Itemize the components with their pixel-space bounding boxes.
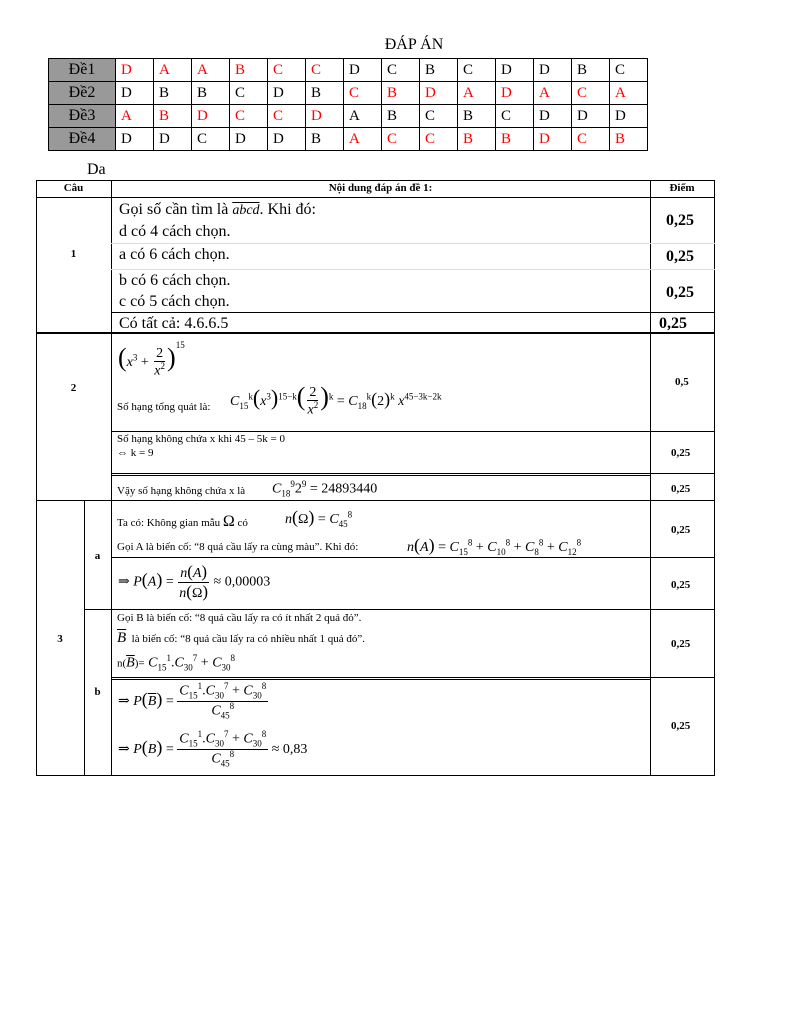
de-label: Đề1	[49, 59, 116, 82]
answer-key-row	[49, 105, 648, 128]
q1-score-3: 0,25	[666, 284, 694, 301]
answer-cell: D	[496, 59, 534, 82]
q3-score-4: 0,25	[671, 720, 691, 732]
answer-cell: B	[420, 59, 458, 82]
answer-cell: D	[306, 105, 344, 128]
q2-number: 2	[70, 382, 77, 394]
q1-line5: c có 5 cách chọn.	[119, 293, 230, 310]
answer-cell: B	[382, 105, 420, 128]
q2-result: $C_{18}^92^9 = 24893440$	[272, 479, 378, 499]
q2-score-1: 0,5	[675, 376, 689, 388]
answer-cell: A	[344, 128, 382, 151]
answer-cell: D	[192, 105, 230, 128]
answer-cell: D	[420, 82, 458, 105]
answer-cell: B	[572, 59, 610, 82]
answer-key-table	[48, 58, 648, 151]
page-title: ĐÁP ÁN	[384, 36, 444, 53]
answer-cell: C	[344, 82, 382, 105]
header-cau: Câu	[63, 182, 84, 194]
q1-line1: Gọi số cần tìm là abcd. Khi đó:	[119, 201, 316, 218]
q3a-sample-space: $n(\Omega) = C_{45}^8$	[285, 507, 353, 529]
answer-cell: B	[306, 128, 344, 151]
answer-cell: A	[458, 82, 496, 105]
q1-score-4: 0,25	[659, 315, 687, 332]
q2-result-label: Vậy số hạng không chứa x là	[117, 485, 246, 497]
answer-key-row	[49, 82, 648, 105]
q3-score-2: 0,25	[671, 579, 691, 591]
answer-cell: C	[420, 128, 458, 151]
q3a-probability: ⇒ P(A) = $\frac{n(A)}{n(\Omega)}$ ≈ 0,00003	[118, 562, 271, 601]
da-label: Da	[87, 161, 106, 178]
q1-line3: a có 6 cách chọn.	[119, 246, 230, 263]
answer-key-row	[49, 59, 648, 82]
answer-cell: D	[116, 128, 154, 151]
answer-cell: C	[420, 105, 458, 128]
abcd-overline: abcd	[232, 203, 260, 218]
answer-cell: D	[116, 82, 154, 105]
answer-cell: B	[192, 82, 230, 105]
answer-cell: A	[192, 59, 230, 82]
q3a-line1: Ta có: Không gian mẫu Ω có	[117, 513, 248, 530]
answer-cell: D	[572, 105, 610, 128]
answer-cell: B	[154, 105, 192, 128]
answer-cell: C	[382, 59, 420, 82]
q3b-probability: ⇒ P(B) = $\frac{C_{15}^1.C_{30}^7 + C_{30}^8}{C_{45}^8}$ ≈ 0,83	[118, 729, 308, 769]
q2-no-x-line2: ⇔ k = 9	[117, 447, 154, 459]
q2-general-label: Số hạng tổng quát là:	[117, 401, 211, 413]
q2-score-3: 0,25	[671, 483, 691, 495]
answer-cell: D	[534, 128, 572, 151]
q3-score-1: 0,25	[671, 524, 691, 536]
answer-cell: B	[496, 128, 534, 151]
header-score: Điểm	[669, 182, 695, 194]
answer-cell: D	[268, 128, 306, 151]
q2-score-2: 0,25	[671, 447, 691, 459]
answer-key-row	[49, 128, 648, 151]
answer-cell: B	[610, 128, 648, 151]
q3b-line2: $\overline{B}$ là biến cố: “8 quả cầu lấy ra có nhiều nhất 1 quả đỏ”.	[117, 630, 366, 646]
answer-cell: D	[496, 82, 534, 105]
answer-cell: C	[572, 128, 610, 151]
answer-cell: C	[268, 59, 306, 82]
answer-cell: B	[382, 82, 420, 105]
answer-cell: C	[496, 105, 534, 128]
q3a-event-count: $n(A) = C_{15}^8 + C_{10}^8 + C_8^8 + C_{12}^8$	[407, 535, 582, 557]
de-label: Đề4	[49, 128, 116, 151]
q3a-line2: Gọi A là biến cố: “8 quả cầu lấy ra cùng màu”. Khi đó:	[117, 541, 359, 553]
q3b-line1: Gọi B là biến cố: “8 quả cầu lấy ra có ít nhất 2 quả đỏ”.	[117, 612, 362, 624]
answer-cell: C	[192, 128, 230, 151]
q2-no-x-line1: Số hạng không chứa x khi 45 – 5k = 0	[117, 433, 285, 445]
q2-general-term: $C_{15}^k(x^3)^{15-k}$( $\frac{2}{x^2}$ )$^k = C_{18}^k(2)^k$ $x^{45-3k-2k}$	[230, 382, 442, 419]
answer-cell: D	[154, 128, 192, 151]
answer-cell: D	[534, 59, 572, 82]
q2-binomial-formula: ($x^3$ + $\frac{2}{x^2}$ )$^{15}$	[118, 340, 185, 380]
answer-cell: A	[610, 82, 648, 105]
de-label: Đề2	[49, 82, 116, 105]
answer-cell: C	[306, 59, 344, 82]
answer-cell: A	[534, 82, 572, 105]
answer-cell: D	[116, 59, 154, 82]
q1-line2: d có 4 cách chọn.	[119, 223, 231, 240]
answer-cell: D	[268, 82, 306, 105]
answer-cell: C	[230, 82, 268, 105]
answer-cell: B	[458, 105, 496, 128]
answer-cell: C	[610, 59, 648, 82]
answer-cell: D	[230, 128, 268, 151]
q3-part-a: a	[94, 550, 101, 562]
answer-cell: D	[344, 59, 382, 82]
q1-line4: b có 6 cách chọn.	[119, 272, 231, 289]
q3b-line3: $n(\overline{B})= C_{15}^1.C_{30}^7 + C_{30}^8$	[117, 653, 236, 673]
answer-cell: A	[154, 59, 192, 82]
q1-line6: Có tất cả: 4.6.6.5	[119, 315, 229, 332]
q3-number: 3	[57, 633, 63, 645]
q3-score-3: 0,25	[671, 638, 691, 650]
answer-cell: C	[382, 128, 420, 151]
q1-number: 1	[70, 248, 77, 260]
q1-score-1: 0,25	[666, 212, 694, 229]
answer-cell: C	[268, 105, 306, 128]
q3b-complement-probability: ⇒ $P(\overline{B})$ = $\frac{C_{15}^1.C_{30}^7 + C_{30}^8}{C_{45}^8}$	[118, 681, 267, 721]
answer-cell: C	[458, 59, 496, 82]
answer-cell: B	[230, 59, 268, 82]
answer-cell: B	[154, 82, 192, 105]
answer-cell: C	[572, 82, 610, 105]
de-label: Đề3	[49, 105, 116, 128]
answer-cell: D	[610, 105, 648, 128]
q1-score-2: 0,25	[666, 248, 694, 265]
answer-cell: B	[306, 82, 344, 105]
answer-cell: C	[230, 105, 268, 128]
answer-cell: D	[534, 105, 572, 128]
answer-cell: A	[344, 105, 382, 128]
answer-cell: B	[458, 128, 496, 151]
q3-part-b: b	[94, 686, 101, 698]
header-content: Nội dung đáp án đề 1:	[328, 182, 433, 194]
answer-cell: A	[116, 105, 154, 128]
